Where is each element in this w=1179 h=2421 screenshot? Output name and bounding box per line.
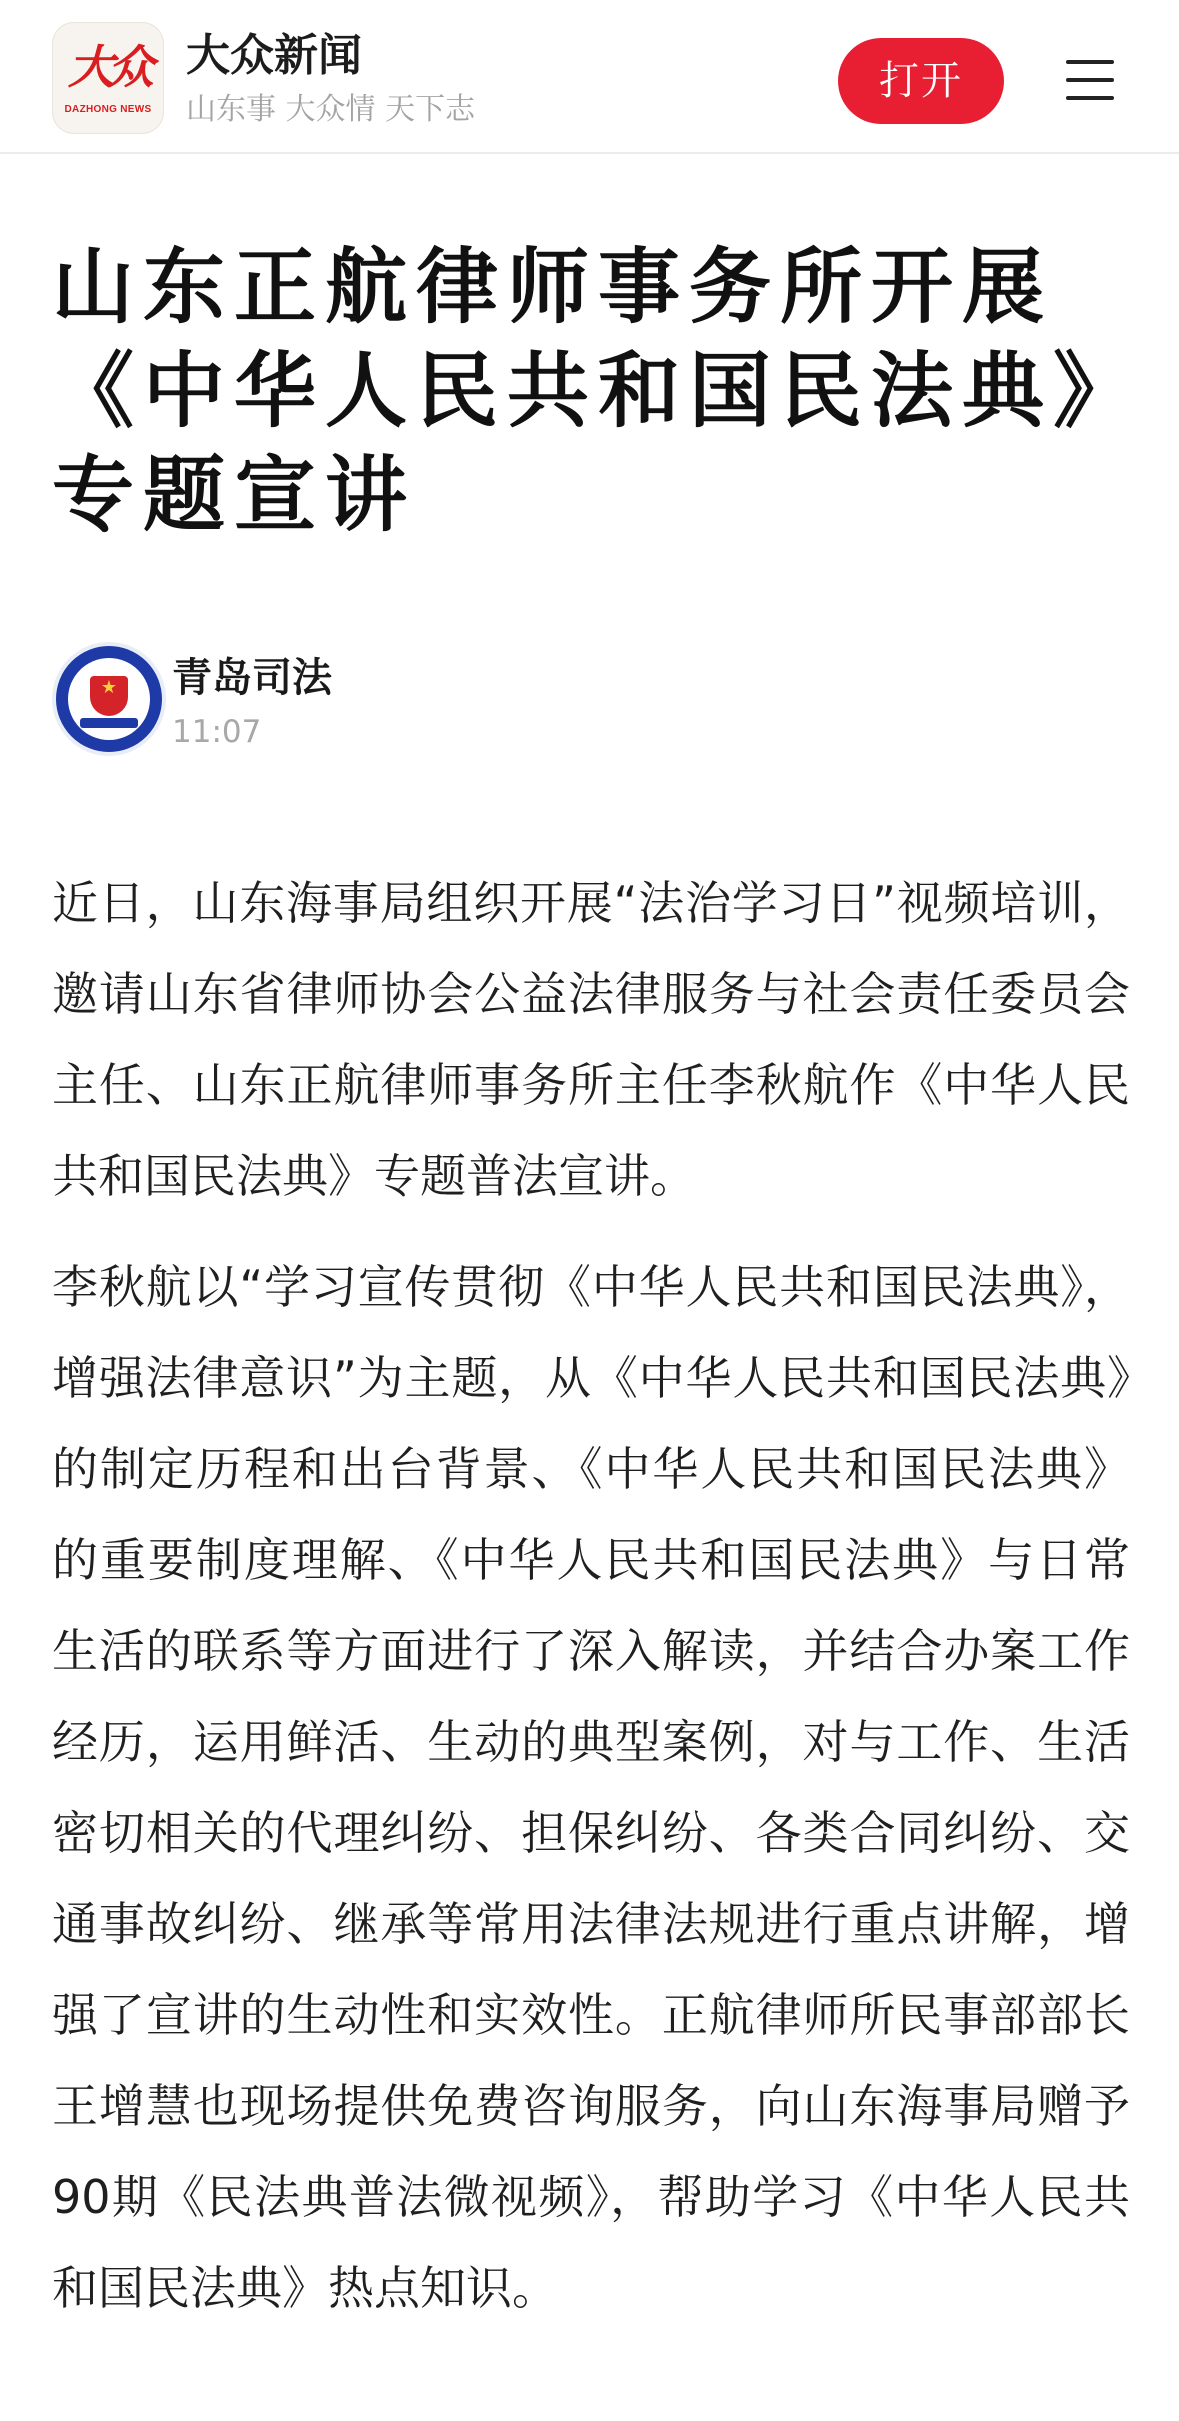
justice-emblem-icon <box>90 676 128 716</box>
hamburger-menu-icon[interactable] <box>1066 58 1114 102</box>
dazhong-news-logo[interactable] <box>52 22 164 134</box>
article-body <box>52 858 1130 2354</box>
logo-subtitle: DAZHONG NEWS <box>64 104 152 115</box>
logo-mark: 大众 <box>68 40 148 94</box>
article-paragraph: 李秋航以“学习宣传贯彻《中华人民共和国民法典》，增强法律意识”为主题，从《中华人民共和国民法典》的制定历程和出台背景、《中华人民共和国民法典》的重要制度理解、《中华人民共和国民法典》与日常生活的联系等方面进行了深入解读，并结合办案工作经历，运用鲜活、生动的典型案例，对与工作、生活密切相关的代理纠纷、担保纠纷、各类合同纠纷、交通事故纠纷、继承等常用法律法规进行重点讲解，增强了宣讲的生动性和实效性。正航律师所民事部部长王增慧也现场提供免费咨询服务，向山东海事局赠予90期《民法典普法微视频》，帮助学习《中华人民共和国民法典》热点知识。 <box>52 1260 1130 2315</box>
publish-time: 11:07 <box>172 714 262 750</box>
menu-bar-line <box>1066 96 1114 100</box>
author-avatar[interactable] <box>52 642 166 756</box>
menu-bar-line <box>1066 78 1114 82</box>
app-header <box>0 0 1179 154</box>
star-icon: ★ <box>100 677 118 698</box>
author-name[interactable]: 青岛司法 <box>172 655 332 701</box>
open-app-button[interactable]: 打开 <box>838 38 1004 124</box>
menu-bar-line <box>1066 60 1114 64</box>
app-slogan: 山东事 大众情 天下志 <box>186 92 476 127</box>
app-name: 大众新闻 <box>186 30 362 81</box>
avatar-emblem-background <box>68 658 150 740</box>
article-title: 山东正航律师事务所开展《中华人民共和国民法典》专题宣讲 <box>52 240 1104 543</box>
emblem-ribbon <box>80 718 138 728</box>
article-paragraph: 近日，山东海事局组织开展“法治学习日”视频培训，邀请山东省律师协会公益法律服务与社会责任委员会主任、山东正航律师事务所主任李秋航作《中华人民共和国民法典》专题普法宣讲。 <box>52 876 1130 1203</box>
